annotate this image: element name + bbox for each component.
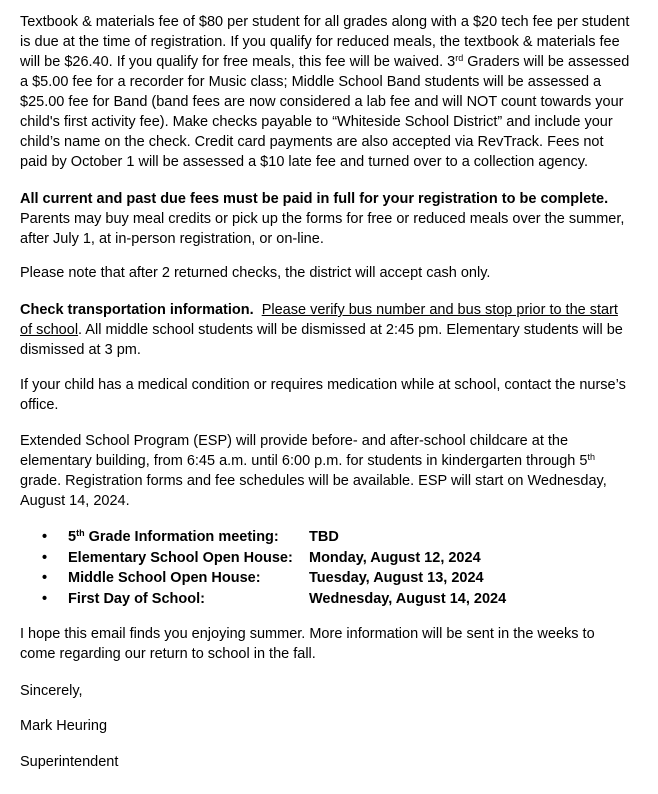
- event-date: TBD: [309, 529, 339, 545]
- text-line: paid by October 1 will be assessed a $10 late fee and turned over to a collection agency.: [20, 154, 588, 170]
- text-line: a $5.00 fee for a recorder for Music class; Middle School Band students will be assessed a: [20, 74, 602, 90]
- payment-notice: All current and past due fees must be paid in full for your registration to be complete.: [20, 191, 609, 207]
- event-label: First Day of School:: [68, 590, 205, 607]
- event-date: Wednesday, August 14, 2024: [309, 590, 507, 607]
- list-item: [0, 589, 658, 610]
- event-label: Elementary School Open House:: [68, 549, 293, 566]
- text-line: [20, 300, 645, 320]
- text-line: $25.00 fee for Band (band fees are now considered a lab fee and will NOT count towards your: [20, 94, 624, 110]
- text-line: grade. Registration forms and fee schedules will be available. ESP will start on Wednesday,: [20, 473, 607, 489]
- text-line: after July 1, at in-person registration, or on-line.: [20, 231, 324, 247]
- event-date: Tuesday, August 13, 2024: [309, 570, 484, 586]
- ordinal-suffix: th: [76, 528, 85, 538]
- ordinal-suffix: th: [587, 452, 595, 462]
- event-label: Middle School Open House:: [68, 570, 261, 586]
- text-line: dismissed at 3 pm.: [20, 342, 141, 358]
- medical-paragraph: [20, 375, 645, 415]
- salutation: Sincerely,: [20, 683, 83, 699]
- returned-checks-paragraph: [20, 263, 645, 283]
- text-line: child’s name on the check. Credit card payments are also accepted via RevTrack. Fees not: [20, 134, 604, 150]
- text-line: of school. All middle school students will be dismissed at 2:45 pm. Elementary students will be: [20, 322, 623, 338]
- bus-notice: Please verify bus number and bus stop prior to the start: [261, 302, 618, 318]
- text-line: Please note that after 2 returned checks, the district will accept cash only.: [20, 265, 491, 281]
- text-line: Textbook & materials fee of $80 per student for all grades along with a $20 tech fee per student: [20, 14, 630, 30]
- events-list: [0, 527, 658, 609]
- bullet-icon: •: [42, 529, 48, 545]
- list-item: [0, 527, 658, 548]
- bullet-icon: •: [42, 590, 48, 607]
- text-line: If your child has a medical condition or requires medication while at school, contact the nurse’s: [20, 377, 626, 393]
- text-line: come regarding our return to school in the fall.: [20, 646, 316, 662]
- list-item: [0, 568, 658, 589]
- transportation-paragraph: [20, 300, 645, 360]
- text-line: elementary building, from 6:45 a.m. until 6:00 p.m. for students in kindergarten through 5th: [20, 452, 595, 469]
- text-line: Parents may buy meal credits or pick up the forms for free or reduced meals over the summer,: [20, 211, 625, 227]
- signer-title: Superintendent: [20, 754, 119, 770]
- list-item: [0, 548, 658, 569]
- event-label: 5th Grade Information meeting:: [68, 528, 279, 545]
- text-line: child's first activity fee). Make checks payable to “Whiteside School District” and include your: [20, 114, 613, 130]
- payment-paragraph: [20, 189, 645, 249]
- text-line: Extended School Program (ESP) will provide before- and after-school childcare at the: [20, 433, 569, 449]
- esp-paragraph: [20, 431, 645, 511]
- text-line: office.: [20, 397, 59, 413]
- text-line: August 14, 2024.: [20, 493, 130, 509]
- ordinal-suffix: rd: [455, 53, 464, 63]
- fees-paragraph: [20, 12, 645, 172]
- text-line: I hope this email finds you enjoying summer. More information will be sent in the weeks to: [20, 626, 595, 642]
- transportation-heading: Check transportation information.: [20, 302, 254, 318]
- bullet-icon: •: [42, 549, 48, 566]
- signer-name: Mark Heuring: [20, 718, 108, 734]
- text-line: will be $26.40. If you qualify for free meals, this fee will be waived. 3rd Graders will be assessed: [20, 53, 630, 70]
- event-date: Monday, August 12, 2024: [309, 549, 481, 566]
- closing-paragraph: [20, 624, 645, 664]
- bullet-icon: •: [42, 570, 48, 586]
- text-line: is due at the time of registration. If you qualify for reduced meals, the textbook & materials fee: [20, 34, 620, 50]
